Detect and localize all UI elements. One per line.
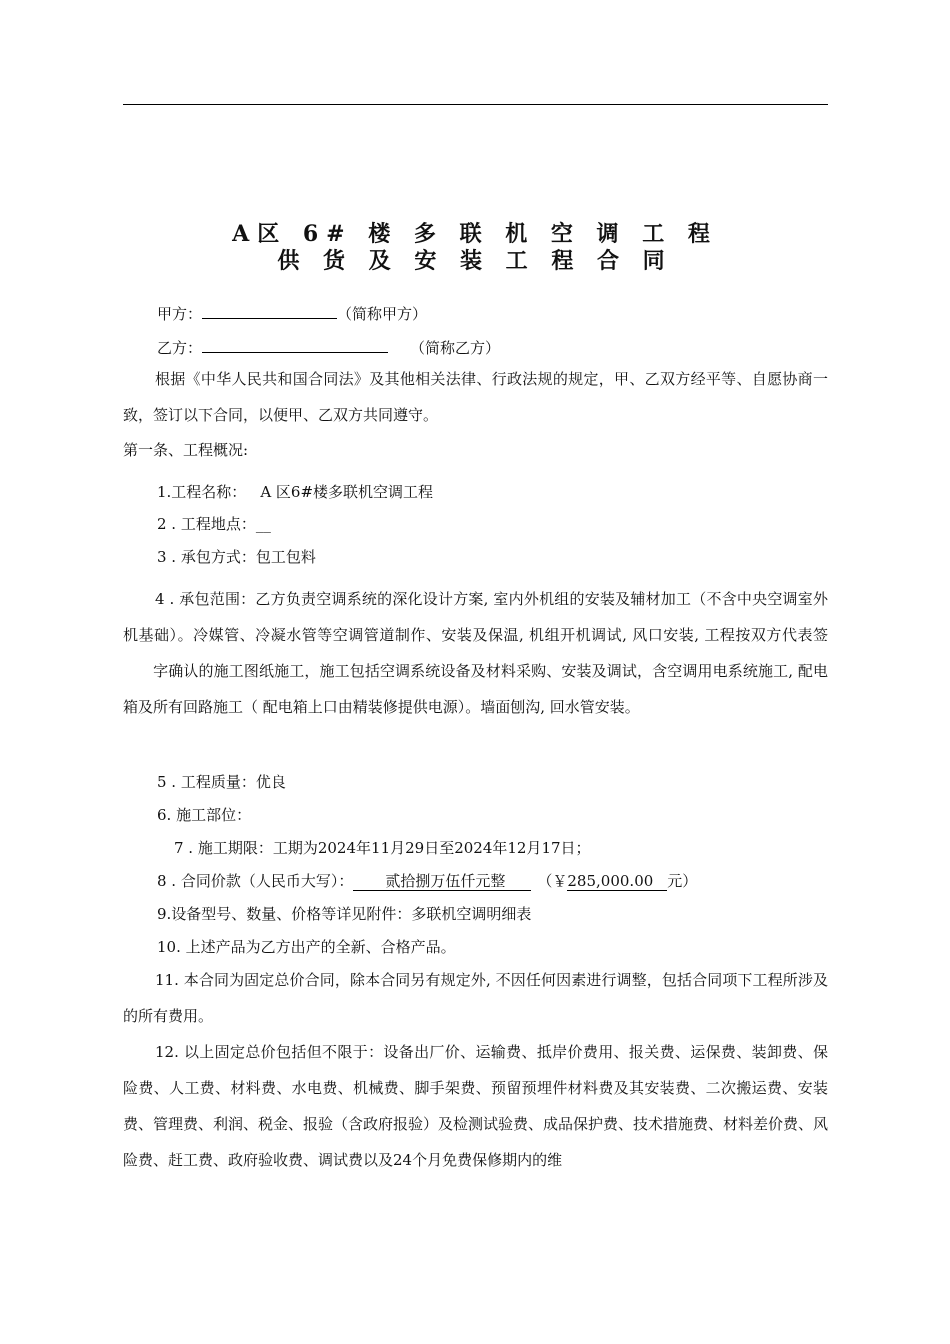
- item-8-close: 元）: [667, 872, 698, 890]
- item-1-label: 1.工程名称：: [157, 483, 247, 501]
- party-a-line: [157, 302, 427, 324]
- party-b-blank: [202, 336, 388, 353]
- item-11: 11. 本合同为固定总价合同，除本合同另有规定外, 不因任何因素进行调整，包括合同项下工程所涉及的所有费用。: [123, 971, 828, 1025]
- item-4: [123, 581, 828, 725]
- item-6: 6. 施工部位：: [157, 806, 252, 824]
- contract-title-line2: 供 货 及 安 装 工 程 合 同: [277, 248, 673, 274]
- item-10: 10. 上述产品为乙方出产的全新、合格产品。: [157, 938, 456, 956]
- item-7: 7 . 施工期限：工期为2024年11月29日至2024年12月17日；: [174, 839, 591, 857]
- party-b-suffix: （简称乙方）: [410, 339, 501, 357]
- item-1: [157, 482, 433, 502]
- party-a-suffix: （简称甲方）: [337, 305, 428, 323]
- contract-amount-number: 285,000.00: [567, 872, 667, 891]
- contract-amount-words: 贰拾捌万伍仟元整: [353, 872, 531, 891]
- preamble-paragraph: 根据《中华人民共和国合同法》及其他相关法律、行政法规的规定，甲、乙双方经平等、自愿协商一致，签订以下合同，以便甲、乙双方共同遵守。: [123, 370, 828, 424]
- party-a-blank: [202, 302, 337, 319]
- item-3: 3 . 承包方式：包工包料: [157, 548, 316, 566]
- item-1-value: A 区6#楼多联机空调工程: [260, 483, 434, 501]
- item-4-part2: 字确认的施工图纸施工，施工包括空调系统设备及材料采购、安装及调试，含空调用电系统施工, 配电箱及所有回路施工（ 配电箱上口由精装修提供电源）。墙面刨沟, 回水管安装。: [123, 662, 828, 716]
- party-b-label: 乙方：: [157, 339, 203, 357]
- item-12: 12. 以上固定总价包括但不限于：设备出厂价、运输费、抵岸价费用、报关费、运保费、装卸费、保险费、人工费、材料费、水电费、机械费、脚手架费、预留预埋件材料费及其安装费、二次搬运费、安装费、管理费、利润、税金、报验（含政府报验）及检测试验费、成品保护费、技术措施费、材料差价费、风险费、赶工费、政府验收费、调试费以及24个月免费保修期内的维: [123, 1043, 829, 1169]
- item-8-open: （￥: [537, 872, 568, 890]
- party-a-label: 甲方：: [157, 305, 203, 323]
- item-4-part1: 4 . 承包范围：乙方负责空调系统的深化设计方案, 室内外机组的安装及辅材加工（不含中央空调室外机基础）。冷媒管、冷凝水管等空调管道制作、安装及保温, 机组开机调试, 风口安装, 工程按双方代表签: [123, 590, 828, 644]
- item-8: [157, 871, 697, 891]
- party-b-line: [157, 336, 500, 358]
- item-5: 5 . 工程质量：优良: [157, 773, 286, 791]
- item-9: 9.设备型号、数量、价格等详见附件：多联机空调明细表: [157, 905, 532, 923]
- header-rule: [123, 104, 828, 105]
- contract-title-line1: A区 6# 楼 多 联 机 空 调 工 程: [232, 221, 718, 247]
- item-2: 2 . 工程地点：__: [157, 515, 271, 533]
- item-8-label: 8 . 合同价款（人民币大写）：: [157, 872, 354, 890]
- article1-heading: 第一条、工程概况:: [123, 441, 249, 459]
